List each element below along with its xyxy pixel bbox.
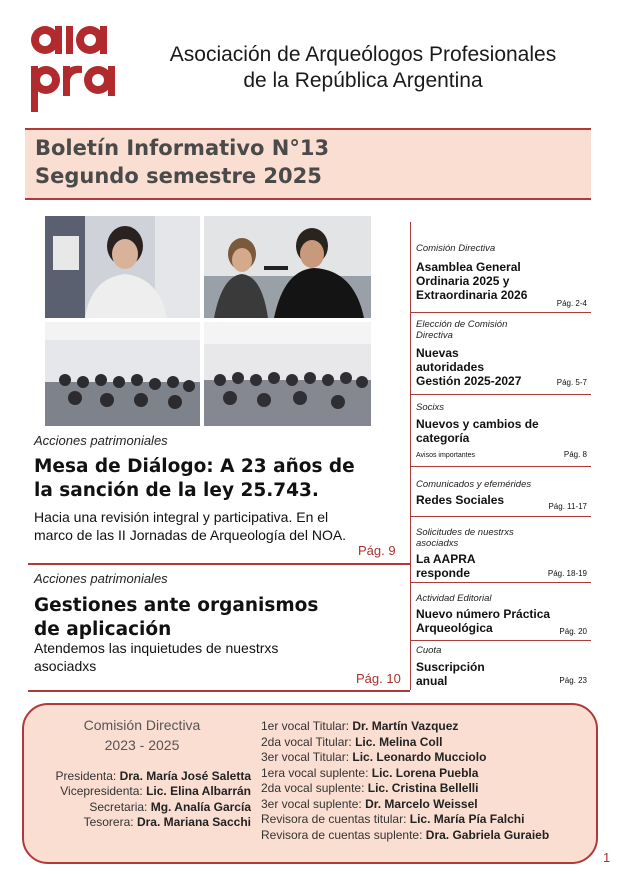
second-deck-line-2: asociadxs xyxy=(34,658,97,674)
bulletin-period: Segundo semestre 2025 xyxy=(35,164,322,188)
main-deck-line-2: marco de las II Jornadas de Arqueología del NOA. xyxy=(34,527,347,543)
toc-category: Socixs xyxy=(416,402,444,413)
toc-page: Pág. 23 xyxy=(559,676,587,685)
toc-page: Pág. 11-17 xyxy=(548,502,587,511)
toc-page: Pág. 8 xyxy=(563,450,587,459)
committee-heading: Comisión Directiva xyxy=(83,717,201,733)
committee-member: 1era vocal suplente: Lic. Lorena Puebla xyxy=(261,766,479,780)
org-line-2: de la República Argentina xyxy=(243,69,483,92)
committee-member: 2da vocal Titular: Lic. Melina Coll xyxy=(261,735,443,749)
bulletin-number: Boletín Informativo N°13 xyxy=(35,136,330,160)
toc-category: Elección de Comisión Directiva xyxy=(416,319,508,341)
toc-item-socixs[interactable] xyxy=(411,396,591,467)
logo-text: aapra xyxy=(28,20,31,21)
toc-category: Actividad Editorial xyxy=(416,593,492,604)
photo-audience-1 xyxy=(45,322,200,426)
toc-category: Cuota xyxy=(416,645,442,656)
committee-member: Secretaria: Mg. Analía García xyxy=(89,800,251,814)
toc-category: Comunicados y efemérides xyxy=(416,479,532,490)
photo-speaker-woman xyxy=(45,216,200,318)
toc-item-autoridades[interactable] xyxy=(411,314,591,395)
toc-page: Pág. 5-7 xyxy=(556,378,587,387)
toc-category: Solicitudes de nuestrxs asociadxs xyxy=(416,527,514,549)
toc-title: Nuevo número Práctica Arqueológica xyxy=(416,607,551,635)
photo-audience-2 xyxy=(204,322,371,426)
toc-note: Avisos importantes xyxy=(416,452,476,459)
second-headline-line-1: Gestiones ante organismos xyxy=(34,595,319,616)
toc-title: La AAPRA responde xyxy=(416,552,476,580)
toc-item-responde[interactable] xyxy=(411,518,591,583)
committee-box xyxy=(22,703,598,864)
toc-item-cuota[interactable] xyxy=(411,642,591,690)
toc-page: Pág. 2-4 xyxy=(556,299,587,308)
second-article-section: Acciones patrimoniales xyxy=(34,571,168,586)
committee-member: 1er vocal Titular: Dr. Martín Vazquez xyxy=(261,719,459,733)
main-headline-line-2: la sanción de la ley 25.743. xyxy=(34,480,319,501)
org-line-1: Asociación de Arqueólogos Profesionales xyxy=(169,43,557,66)
toc-category: Comisión Directiva xyxy=(416,243,496,254)
committee-member: 3er vocal suplente: Dr. Marcelo Weissel xyxy=(261,797,478,811)
photo-speakers-table xyxy=(204,216,371,318)
toc-title: Nuevos y cambios de categoría xyxy=(416,417,539,445)
main-article-section: Acciones patrimoniales xyxy=(34,433,168,448)
organization-title xyxy=(128,42,598,94)
bottom-divider xyxy=(28,690,410,692)
toc-item-editorial[interactable] xyxy=(411,584,591,641)
page-number: 1 xyxy=(603,850,611,865)
second-article-headline[interactable] xyxy=(34,594,404,642)
toc-title: Nuevas autoridades Gestión 2025-2027 xyxy=(416,346,522,388)
main-article-deck xyxy=(34,508,404,544)
main-article-headline[interactable] xyxy=(34,455,404,503)
committee-member: Revisora de cuentas suplente: Dra. Gabriela Guraieb xyxy=(261,828,550,842)
second-headline-line-2: de aplicación xyxy=(34,619,172,640)
toc-title: Redes Sociales xyxy=(416,493,505,507)
toc-title: Suscripción anual xyxy=(416,660,485,688)
photo-collage xyxy=(45,216,371,426)
second-article-deck xyxy=(34,639,404,675)
toc-title: Asamblea General Ordinaria 2025 y Extraordinaria 2026 xyxy=(416,260,528,302)
committee-member: Vicepresidenta: Lic. Elina Albarrán xyxy=(60,784,251,798)
main-deck-line-1: Hacia una revisión integral y participativa. En el xyxy=(34,509,329,525)
second-article-page[interactable]: Pág. 10 xyxy=(356,671,401,686)
aapra-logo xyxy=(28,20,120,116)
committee-member: 3er vocal Titular: Lic. Leonardo Mucciolo xyxy=(261,750,487,764)
committee-period: 2023 - 2025 xyxy=(104,737,180,753)
bulletin-banner xyxy=(25,128,591,200)
second-deck-line-1: Atendemos las inquietudes de nuestrxs xyxy=(34,640,279,656)
committee-member: 2da vocal suplente: Lic. Cristina Bellelli xyxy=(261,781,479,795)
committee-member: Presidenta: Dra. María José Saletta xyxy=(55,769,251,783)
committee-member: Tesorera: Dra. Mariana Sacchi xyxy=(83,815,251,829)
main-headline-line-1: Mesa de Diálogo: A 23 años de xyxy=(34,456,355,477)
toc-page: Pág. 18-19 xyxy=(547,569,587,578)
table-of-contents xyxy=(410,222,591,690)
toc-page: Pág. 20 xyxy=(559,627,587,636)
main-article-page[interactable]: Pág. 9 xyxy=(358,543,396,558)
committee-member: Revisora de cuentas titular: Lic. María Pía Falchi xyxy=(261,812,525,826)
toc-item-redes[interactable] xyxy=(411,468,591,517)
toc-item-asamblea[interactable] xyxy=(411,222,591,313)
article-divider xyxy=(28,563,410,565)
